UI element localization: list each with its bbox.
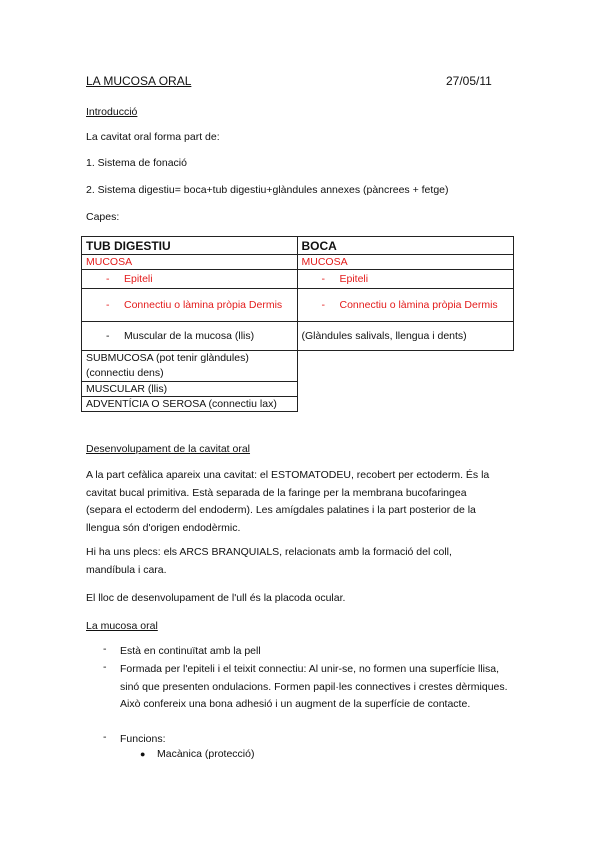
list-item-text: Funcions: (120, 733, 166, 745)
table-cell: (Glàndules salivals, llengua i dents) (297, 322, 514, 351)
empty-cell (297, 382, 514, 397)
desenvolupament-paragraph-2: Hi ha uns plecs: els ARCS BRANQUIALS, relacionats amb la formació del coll, mandíbula i cara. (86, 546, 452, 576)
submucosa-line-2: (connectiu dens) (86, 367, 164, 379)
layers-table (81, 236, 514, 412)
connectiu-label: Connectiu o làmina pròpia Dermis (124, 299, 283, 311)
intro-line: La cavitat oral forma part de: (86, 131, 220, 143)
dash: - (106, 299, 110, 311)
intro-heading: Introducció (86, 106, 138, 118)
intro-item-1: 1. Sistema de fonació (86, 157, 187, 169)
table-cell (297, 270, 514, 289)
desenvolupament-heading: Desenvolupament de la cavitat oral (86, 443, 251, 455)
dash: - (103, 643, 107, 655)
list-item-text: Formada per l'epiteli i el teixit connectiu: Al unir-se, no formen una superfície llisa, sinó que presenten ondulacions. Formen papil·les connectives i crestes dèrmiques. Això confereix una bona adhesió i un augment de la superfície de contacte. (120, 663, 508, 710)
table-cell (82, 289, 298, 322)
table-cell (82, 322, 298, 351)
epiteli-label: Epiteli (339, 273, 369, 285)
table-cell: MUSCULAR (llis) (82, 382, 298, 397)
bullet-icon: ● (140, 749, 146, 759)
desenvolupament-paragraph-1: A la part cefàlica apareix una cavitat: el ESTOMATODEU, recobert per ectoderm. És la cavitat bucal primitiva. Està separada de la faringe per la membrana bucofaringea (separa el ectoderm del endoderm). Les amígdales palatines i la part posterior de la llengua són d'origen endodèrmic. (86, 469, 490, 534)
dash: - (321, 273, 325, 285)
capes-label: Capes: (86, 211, 120, 223)
table-header-tub: TUB DIGESTIU (82, 237, 298, 255)
table-cell: MUCOSA (82, 255, 298, 270)
desenvolupament-paragraph-3: El lloc de desenvolupament de l'ull és la placoda ocular. (86, 592, 346, 604)
intro-item-2: 2. Sistema digestiu= boca+tub digestiu+glàndules annexes (pàncrees + fetge) (86, 184, 449, 196)
connectiu-label: Connectiu o làmina pròpia Dermis (339, 299, 498, 311)
dash: - (106, 330, 110, 342)
dash: - (103, 661, 107, 673)
muscular-mucosa-label: Muscular de la mucosa (llis) (124, 330, 255, 342)
date: 27/05/11 (446, 74, 492, 88)
page-title: LA MUCOSA ORAL (86, 74, 192, 88)
epiteli-label: Epiteli (124, 273, 153, 285)
table-cell (82, 270, 298, 289)
table-cell (82, 351, 298, 382)
empty-cell (297, 351, 514, 382)
table-cell: MUCOSA (297, 255, 514, 270)
table-header-boca: BOCA (297, 237, 514, 255)
list-item-text: Està en continuïtat amb la pell (120, 645, 261, 657)
dash: - (103, 731, 107, 743)
dash: - (106, 273, 110, 285)
submucosa-line-1: SUBMUCOSA (pot tenir glàndules) (86, 352, 249, 364)
mucosa-oral-heading: La mucosa oral (86, 620, 158, 632)
table-cell: ADVENTÍCIA O SEROSA (connectiu lax) (82, 397, 298, 412)
sub-item-text: Macànica (protecció) (157, 748, 255, 760)
empty-cell (297, 397, 514, 412)
table-cell (297, 289, 514, 322)
dash: - (321, 299, 325, 311)
